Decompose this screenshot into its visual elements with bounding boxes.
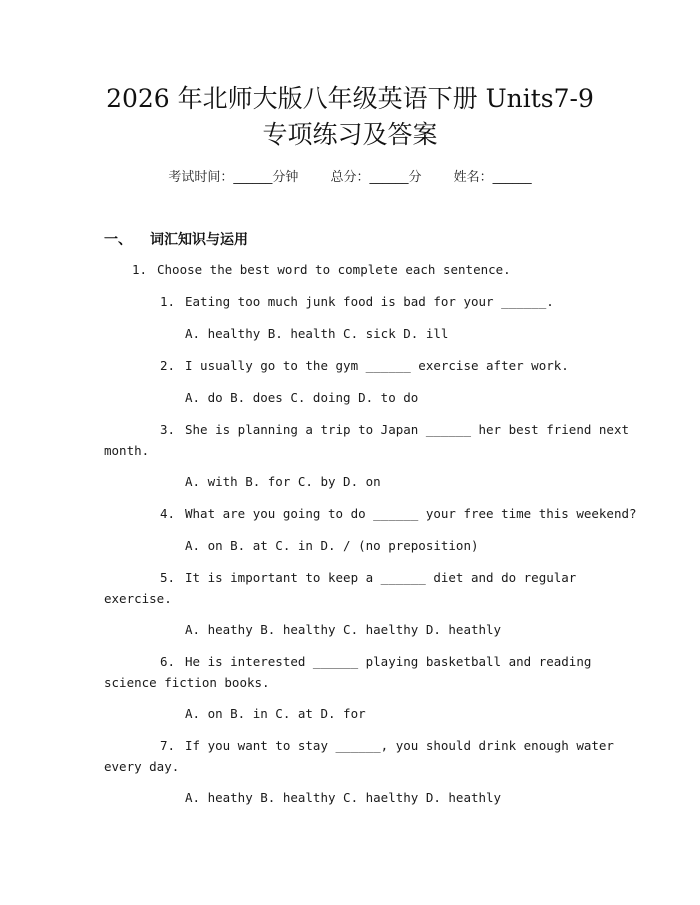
question-6-continuation: science fiction books.: [104, 675, 270, 690]
question-7: [160, 736, 614, 756]
question-4-options: A. on B. at C. in D. / (no preposition): [185, 538, 479, 553]
question-text: It is important to keep a ______ diet and do regular: [185, 570, 577, 585]
question-number: 3.: [160, 422, 176, 437]
exam-name-label: 姓名：______: [453, 170, 532, 185]
document-title-line-2: 专项练习及答案: [262, 120, 438, 149]
question-1: [160, 292, 554, 312]
question-6-options: A. on B. in C. at D. for: [185, 706, 366, 721]
question-text: He is interested ______ playing basketball and reading: [185, 654, 592, 669]
question-3-options: A. with B. for C. by D. on: [185, 474, 381, 489]
question-5-continuation: exercise.: [104, 591, 172, 606]
question-2-options: A. do B. does C. doing D. to do: [185, 390, 419, 405]
question-7-continuation: every day.: [104, 759, 180, 774]
question-text: If you want to stay ______, you should drink enough water: [185, 738, 614, 753]
section-heading: [104, 229, 248, 249]
question-number: 2.: [160, 358, 176, 373]
question-1-options: A. healthy B. health C. sick D. ill: [185, 326, 449, 341]
instruction-text: Choose the best word to complete each sentence.: [157, 262, 511, 277]
question-text: I usually go to the gym ______ exercise after work.: [185, 358, 569, 373]
question-6: [160, 652, 591, 672]
question-5-options: A. heathy B. healthy C. haelthy D. heathly: [185, 622, 502, 637]
question-2: [160, 356, 569, 376]
question-text: Eating too much junk food is bad for your ______.: [185, 294, 554, 309]
instruction-number: 1.: [132, 262, 148, 277]
question-4: [160, 504, 637, 524]
question-number: 6.: [160, 654, 176, 669]
question-3: [160, 420, 629, 440]
section-title: 词汇知识与运用: [150, 232, 248, 248]
exam-time-label: 考试时间：______分钟: [168, 170, 299, 185]
question-text: What are you going to do ______ your free time this weekend?: [185, 506, 637, 521]
question-number: 1.: [160, 294, 176, 309]
question-3-continuation: month.: [104, 443, 150, 458]
exam-score-label: 总分：______分: [330, 170, 422, 185]
question-number: 4.: [160, 506, 176, 521]
document-title-line-1: 2026 年北师大版八年级英语下册 Units7-9: [106, 84, 594, 113]
question-7-options: A. heathy B. healthy C. haelthy D. heathly: [185, 790, 502, 805]
question-5: [160, 568, 576, 588]
instruction-line: [132, 260, 511, 280]
question-number: 5.: [160, 570, 176, 585]
question-text: She is planning a trip to Japan ______ her best friend next: [185, 422, 630, 437]
exam-info-row: [0, 166, 700, 185]
question-number: 7.: [160, 738, 176, 753]
section-number: 一、: [104, 232, 132, 248]
